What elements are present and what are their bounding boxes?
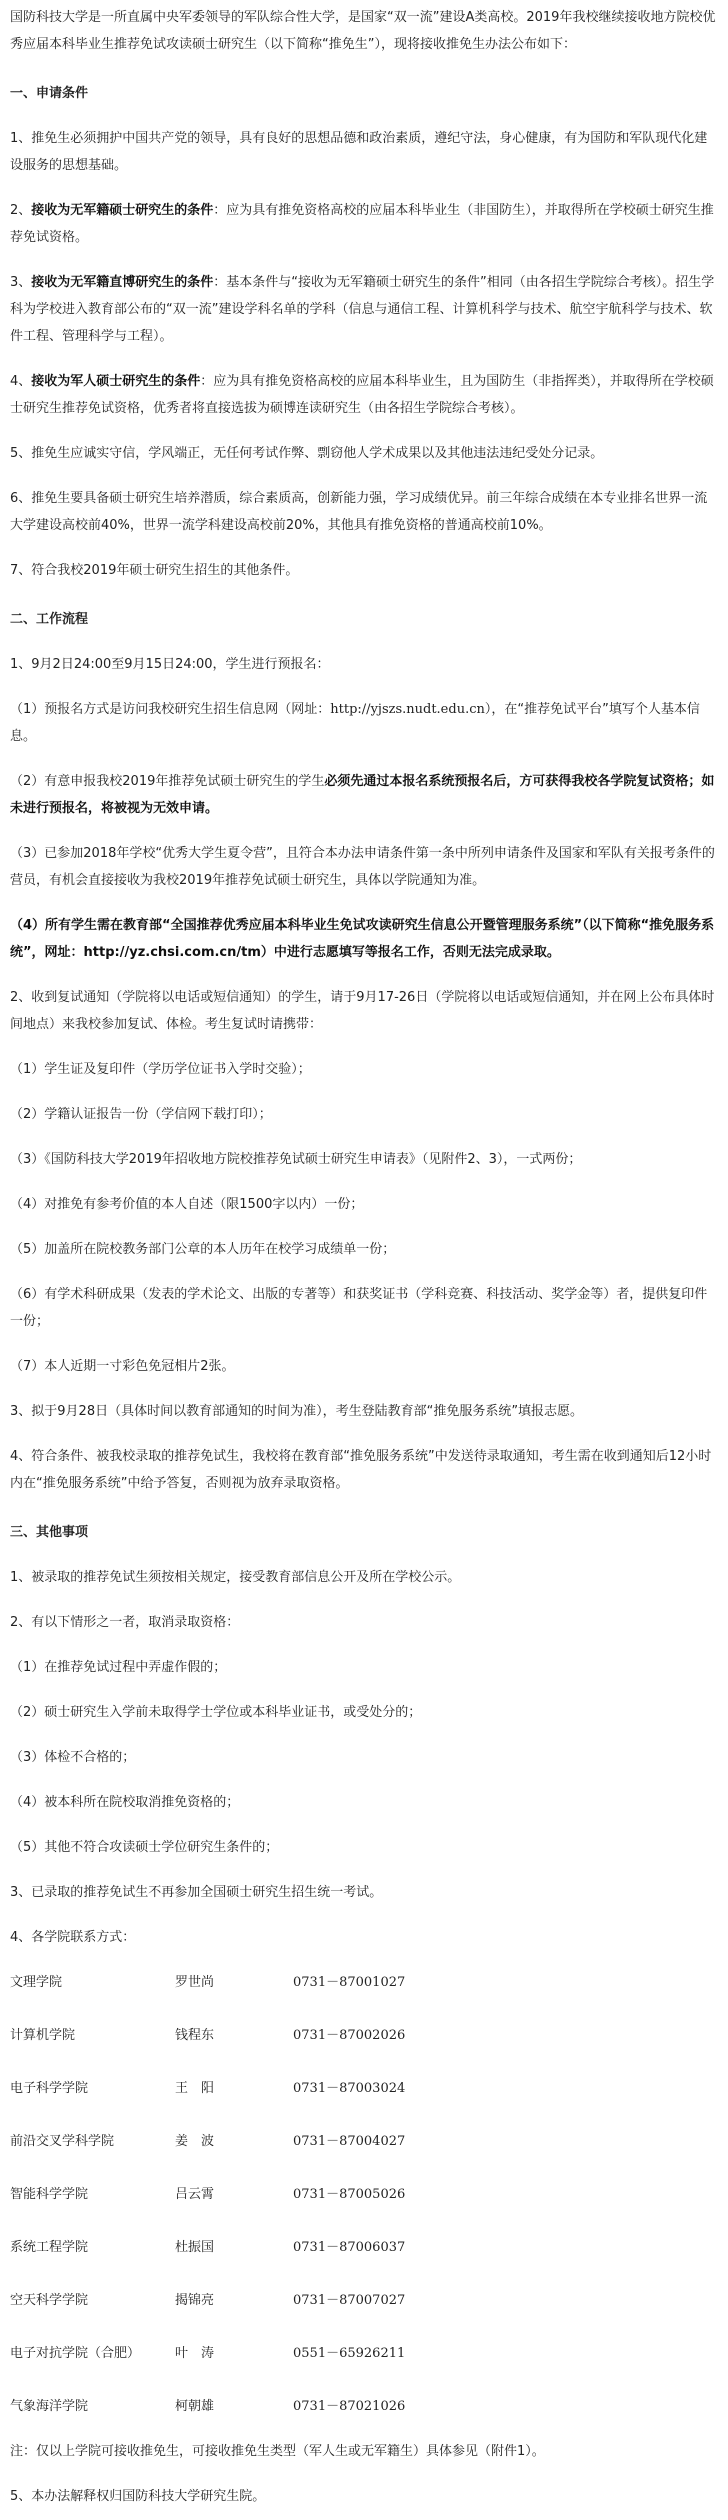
contact-phone: 0731－87001027 xyxy=(293,1975,406,1990)
section-title-workflow: 二、工作流程 xyxy=(10,612,89,627)
step1-item-4 xyxy=(10,912,718,966)
contact-college: 电子科学学院 xyxy=(10,2081,89,2096)
step2-item-1: （1）学生证及复印件（学历学位证书入学时交验）； xyxy=(10,1062,311,1077)
disqualify-item-4: （4）被本科所在院校取消推免资格的； xyxy=(10,1795,240,1810)
step2-item-3: （3）《国防科技大学2019年招收地方院校推荐免试硕士研究生申请表》（见附件2、3），一式两份； xyxy=(10,1152,582,1167)
workflow-step-3: 3、拟于9月28日（具体时间以教育部通知的时间为准），考生登陆教育部“推免服务系统”填报志愿。 xyxy=(10,1404,584,1419)
disqualify-item-1: （1）在推荐免试过程中弄虚作假的； xyxy=(10,1660,227,1675)
contact-row xyxy=(10,1969,718,1996)
contact-row xyxy=(10,2181,718,2208)
contacts-note: 注：仅以上学院可接收推免生，可接收推免生类型（军人生或无军籍生）具体参见（附件1）。 xyxy=(10,2444,545,2459)
contact-row xyxy=(10,2340,718,2367)
contact-college: 空天科学学院 xyxy=(10,2293,89,2308)
contact-college: 前沿交叉学科学院 xyxy=(10,2134,115,2149)
item-number: 2、 xyxy=(10,203,32,218)
contact-name: 柯朝雄 xyxy=(175,2399,215,2414)
disqualify-item-3: （3）体检不合格的； xyxy=(10,1750,136,1765)
condition-2 xyxy=(10,197,718,251)
condition-7 xyxy=(10,557,718,584)
contact-row xyxy=(10,2234,718,2261)
workflow-step-4: 4、符合条件、被我校录取的推荐免试生，我校将在教育部“推免服务系统”中发送待录取通知，考生需在收到通知后12小时内在“推免服务系统”中给予答复，否则视为放弃录取资格。 xyxy=(10,1449,712,1491)
contact-row xyxy=(10,2393,718,2420)
item-text: 推免生应诚实守信，学风端正，无任何考试作弊、剽窃他人学术成果以及其他违法违纪受处分记录。 xyxy=(31,446,604,461)
other-item-4: 4、各学院联系方式： xyxy=(10,1930,136,1945)
item-bold-text: 必须先通过本报名系统预报名后，方可获得我校各学院复试资格；如未进行预报名，将被视为无效申请。 xyxy=(10,774,715,816)
intro-paragraph: 国防科技大学是一所直属中央军委领导的军队综合性大学，是国家“双一流”建设A类高校。2019年我校继续接收地方院校优秀应届本科毕业生推荐免试攻读硕士研究生（以下简称“推免生”），现将接收推免生办法公布如下： xyxy=(10,10,716,52)
contact-phone: 0731－87007027 xyxy=(293,2293,406,2308)
condition-3 xyxy=(10,269,718,350)
contact-college: 智能科学学院 xyxy=(10,2187,89,2202)
contact-phone: 0731－87021026 xyxy=(293,2399,406,2414)
contact-college: 计算机学院 xyxy=(10,2028,76,2043)
contact-phone: 0731－87005026 xyxy=(293,2187,406,2202)
contact-name: 姜 波 xyxy=(175,2134,215,2149)
item-number: 4、 xyxy=(10,374,32,389)
contact-name: 王 阳 xyxy=(175,2081,215,2096)
item-bold-label: 接收为无军籍硕士研究生的条件 xyxy=(31,203,214,218)
step2-item-6: （6）有学术科研成果（发表的学术论文、出版的专著等）和获奖证书（学科竞赛、科技活动、奖学金等）者，提供复印件一份； xyxy=(10,1287,708,1329)
step2-item-4: （4）对推免有参考价值的本人自述（限1500字以内）一份； xyxy=(10,1197,364,1212)
step2-item-2: （2）学籍认证报告一份（学信网下载打印）； xyxy=(10,1107,272,1122)
contact-college: 气象海洋学院 xyxy=(10,2399,89,2414)
item-text: 符合我校2019年硕士研究生招生的其他条件。 xyxy=(31,563,299,578)
step1-item-3: （3）已参加2018年学校“优秀大学生夏令营”，且符合本办法申请条件第一条中所列申请条件及国家和军队有关报考条件的营员，有机会直接接收为我校2019年推荐免试硕士研究生，具体以学院通知为准。 xyxy=(10,846,715,888)
step2-item-7: （7）本人近期一寸彩色免冠相片2张。 xyxy=(10,1359,235,1374)
contact-row xyxy=(10,2287,718,2314)
contact-name: 吕云霄 xyxy=(175,2187,215,2202)
disqualify-item-2: （2）硕士研究生入学前未取得学士学位或本科毕业证书，或受处分的； xyxy=(10,1705,422,1720)
item-text: ），在“推荐免试平台”填写个人基本信息。 xyxy=(10,702,700,744)
other-item-1: 1、被录取的推荐免试生须按相关规定，接受教育部信息公开及所在学校公示。 xyxy=(10,1570,461,1585)
item-number: 7、 xyxy=(10,563,32,578)
contact-name: 杜振国 xyxy=(175,2240,215,2255)
contact-name: 叶 涛 xyxy=(175,2346,215,2361)
disqualify-item-5: （5）其他不符合攻读硕士学位研究生条件的； xyxy=(10,1840,279,1855)
step1-item-1 xyxy=(10,696,718,750)
contact-phone: 0731－87004027 xyxy=(293,2134,406,2149)
contact-phone: 0731－87006037 xyxy=(293,2240,406,2255)
contact-phone: 0731－87003024 xyxy=(293,2081,406,2096)
condition-4 xyxy=(10,368,718,422)
step2-item-5: （5）加盖所在院校教务部门公章的本人历年在校学习成绩单一份； xyxy=(10,1242,396,1257)
condition-6 xyxy=(10,485,718,539)
admissions-site-link[interactable]: http://yjszs.nudt.edu.cn xyxy=(330,702,485,717)
contact-college: 电子对抗学院（合肥） xyxy=(10,2346,141,2361)
condition-5 xyxy=(10,440,718,467)
other-item-5: 5、本办法解释权归国防科技大学研究生院。 xyxy=(10,2489,266,2504)
contacts-list xyxy=(10,1969,718,2420)
item-text: （2）有意申报我校2019年推荐免试硕士研究生的学生 xyxy=(10,774,325,789)
contact-name: 罗世尚 xyxy=(175,1975,215,1990)
workflow-step-1: 1、9月2日24:00至9月15日24:00，学生进行预报名： xyxy=(10,657,330,672)
contact-college: 文理学院 xyxy=(10,1975,63,1990)
contact-row xyxy=(10,2022,718,2049)
condition-1 xyxy=(10,125,718,179)
contact-name: 钱程东 xyxy=(175,2028,215,2043)
item-number: 6、 xyxy=(10,491,32,506)
contact-phone: 0551－65926211 xyxy=(293,2346,406,2361)
contact-name: 揭锦亮 xyxy=(175,2293,215,2308)
item-number: 5、 xyxy=(10,446,32,461)
item-text: 推免生要具备硕士研究生培养潜质，综合素质高，创新能力强，学习成绩优异。前三年综合成绩在本专业排名世界一流大学建设高校前40%，世界一流学科建设高校前20%，其他具有推免资格的普通高校前10%。 xyxy=(10,491,708,533)
workflow-step-2: 2、收到复试通知（学院将以电话或短信通知）的学生，请于9月17-26日（学院将以电话或短信通知，并在网上公布具体时间地点）来我校参加复试、体检。考生复试时请携带： xyxy=(10,990,715,1032)
item-text: ：应为具有推免资格高校的应届本科毕业生（非国防生），并取得所在学校硕士研究生推荐免试资格。 xyxy=(10,203,714,245)
item-text: ：基本条件与“接收为无军籍硕士研究生的条件”相同（由各招生学院综合考核）。招生学科为学校进入教育部公布的“双一流”建设学科名单的学科（信息与通信工程、计算机科学与技术、航空宇航科学与技术、软件工程、管理科学与工程）。 xyxy=(10,275,715,344)
item-bold-label: 接收为军人硕士研究生的条件 xyxy=(31,374,201,389)
item-bold-label: 接收为无军籍直博研究生的条件 xyxy=(31,275,214,290)
contact-college: 系统工程学院 xyxy=(10,2240,89,2255)
step1-item-2 xyxy=(10,768,718,822)
item-text: 推免生必须拥护中国共产党的领导，具有良好的思想品德和政治素质，遵纪守法，身心健康，有为国防和军队现代化建设服务的思想基础。 xyxy=(10,131,708,173)
item-number: 1、 xyxy=(10,131,32,146)
contact-phone: 0731－87002026 xyxy=(293,2028,406,2043)
other-item-2: 2、有以下情形之一者，取消录取资格： xyxy=(10,1615,240,1630)
section-title-other-matters: 三、其他事项 xyxy=(10,1525,89,1540)
other-item-3: 3、已录取的推荐免试生不再参加全国硕士研究生招生统一考试。 xyxy=(10,1885,383,1900)
contact-row xyxy=(10,2075,718,2102)
item-text: （1）预报名方式是访问我校研究生招生信息网（网址： xyxy=(10,702,331,717)
item-bold-text: （4）所有学生需在教育部“全国推荐优秀应届本科毕业生免试攻读研究生信息公开暨管理服务系统”（以下简称“推免服务系统”，网址：http://yz.chsi.com.cn/tm）中进行志愿填写等报名工作，否则无法完成录取。 xyxy=(10,918,715,960)
item-text: ：应为具有推免资格高校的应届本科毕业生，且为国防生（非指挥类），并取得所在学校硕士研究生推荐免试资格，优秀者将直接选拔为硕博连读研究生（由各招生学院综合考核）。 xyxy=(10,374,714,416)
section-title-application-conditions: 一、申请条件 xyxy=(10,86,89,101)
item-number: 3、 xyxy=(10,275,32,290)
contact-row xyxy=(10,2128,718,2155)
